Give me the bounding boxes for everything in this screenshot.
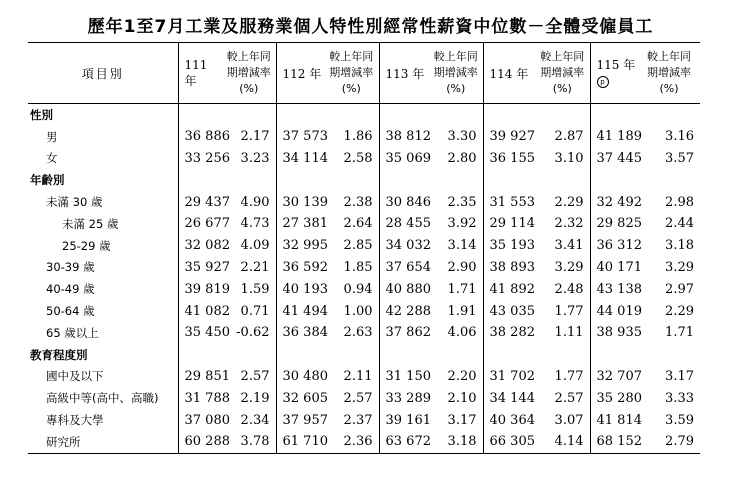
median-wage-cell: 36 592 bbox=[276, 257, 324, 279]
change-rate-cell: 2.63 bbox=[343, 325, 373, 341]
change-rate-cell: 2.57 bbox=[554, 390, 584, 406]
table-row bbox=[28, 213, 700, 235]
median-wage-cell: 38 812 bbox=[379, 126, 429, 148]
table-row bbox=[28, 278, 700, 300]
median-wage-cell: 35 193 bbox=[483, 235, 535, 257]
change-rate-cell: 1.71 bbox=[665, 325, 694, 341]
change-rate-cell: 2.34 bbox=[240, 412, 270, 428]
change-rate-cell: 2.32 bbox=[554, 216, 584, 232]
header-change-line1: 較上年同 bbox=[226, 50, 271, 63]
header-change bbox=[222, 43, 276, 104]
change-rate-cell bbox=[222, 104, 276, 126]
median-wage-cell: 29 437 bbox=[178, 191, 222, 213]
median-wage-cell: 35 450 bbox=[178, 322, 222, 344]
row-label: 30-39 歲 bbox=[28, 257, 178, 279]
change-rate-cell: 2.79 bbox=[638, 431, 700, 453]
median-wage-cell bbox=[178, 104, 222, 126]
change-rate-cell: 2.98 bbox=[665, 194, 694, 210]
median-wage-cell: 41 892 bbox=[483, 278, 535, 300]
median-wage-cell: 33 256 bbox=[178, 148, 222, 170]
change-rate-cell: 3.33 bbox=[665, 390, 694, 406]
header-change-line2: 期增減率 bbox=[540, 66, 585, 79]
median-wage-cell: 29 114 bbox=[483, 213, 535, 235]
change-rate-cell: 4.06 bbox=[447, 325, 477, 341]
median-wage-cell: 40 364 bbox=[483, 409, 535, 431]
median-wage-cell: 35 280 bbox=[590, 387, 638, 409]
row-label: 女 bbox=[28, 148, 178, 170]
group-label: 性別 bbox=[28, 104, 178, 126]
median-wage-cell: 37 080 bbox=[178, 409, 222, 431]
median-wage-cell bbox=[379, 169, 429, 191]
change-rate-cell: 2.29 bbox=[665, 303, 694, 319]
row-label: 25-29 歲 bbox=[28, 235, 178, 257]
wage-table bbox=[28, 42, 700, 454]
wage-table-container bbox=[28, 42, 700, 454]
change-rate-cell: 2.97 bbox=[665, 281, 694, 297]
median-wage-cell: 32 082 bbox=[178, 235, 222, 257]
table-row bbox=[28, 387, 700, 409]
group-label: 教育程度別 bbox=[28, 344, 178, 366]
change-rate-cell: 1.71 bbox=[447, 281, 477, 297]
change-rate-cell: 2.87 bbox=[554, 129, 584, 145]
median-wage-cell: 43 138 bbox=[590, 278, 638, 300]
header-change-line3: (%) bbox=[239, 82, 259, 95]
median-wage-cell: 31 553 bbox=[483, 191, 535, 213]
median-wage-cell: 60 288 bbox=[178, 431, 222, 453]
header-year-113: 113 年 bbox=[379, 43, 429, 104]
change-rate-cell: 3.57 bbox=[665, 150, 694, 166]
median-wage-cell: 41 814 bbox=[590, 409, 638, 431]
header-change-line3: (%) bbox=[446, 82, 466, 95]
table-row bbox=[28, 148, 700, 170]
median-wage-cell: 36 384 bbox=[276, 322, 324, 344]
median-wage-cell: 29 825 bbox=[590, 213, 638, 235]
change-rate-cell: 1.77 bbox=[554, 368, 584, 384]
median-wage-cell: 39 161 bbox=[379, 409, 429, 431]
change-rate-cell: 2.36 bbox=[324, 431, 379, 453]
change-rate-cell: 1.77 bbox=[554, 303, 584, 319]
header-year-115-label: 115 年 bbox=[596, 58, 636, 72]
page-title: 歷年1至7月工業及服務業個人特性別經常性薪資中位數－全體受僱員工 bbox=[87, 17, 654, 37]
header-change-line3: (%) bbox=[659, 82, 679, 95]
change-rate-cell: 3.92 bbox=[447, 216, 477, 232]
header-year-114: 114 年 bbox=[483, 43, 535, 104]
header-change-line2: 期增減率 bbox=[329, 66, 374, 79]
change-rate-cell: 3.78 bbox=[222, 431, 276, 453]
change-rate-cell: 3.29 bbox=[554, 259, 584, 275]
median-wage-cell bbox=[483, 344, 535, 366]
change-rate-cell: 3.07 bbox=[554, 412, 584, 428]
change-rate-cell bbox=[324, 344, 379, 366]
median-wage-cell: 38 282 bbox=[483, 322, 535, 344]
row-label: 專科及大學 bbox=[28, 409, 178, 431]
median-wage-cell bbox=[483, 169, 535, 191]
header-change-line1: 較上年同 bbox=[329, 50, 374, 63]
table-row bbox=[28, 409, 700, 431]
change-rate-cell bbox=[638, 169, 700, 191]
change-rate-cell: 1.11 bbox=[554, 325, 584, 341]
median-wage-cell: 33 289 bbox=[379, 387, 429, 409]
median-wage-cell: 41 082 bbox=[178, 300, 222, 322]
change-rate-cell bbox=[535, 104, 590, 126]
header-change-line1: 較上年同 bbox=[647, 50, 691, 63]
median-wage-cell bbox=[590, 344, 638, 366]
change-rate-cell: 3.10 bbox=[554, 150, 584, 166]
median-wage-cell: 34 114 bbox=[276, 148, 324, 170]
change-rate-cell: 1.00 bbox=[343, 303, 373, 319]
median-wage-cell: 32 605 bbox=[276, 387, 324, 409]
table-group-row bbox=[28, 104, 700, 126]
median-wage-cell: 26 677 bbox=[178, 213, 222, 235]
header-change-line2: 期增減率 bbox=[647, 66, 691, 79]
change-rate-cell bbox=[638, 344, 700, 366]
median-wage-cell: 32 492 bbox=[590, 191, 638, 213]
change-rate-cell: -0.62 bbox=[236, 325, 270, 341]
header-year-111: 111 年 bbox=[178, 43, 222, 104]
row-label: 國中及以下 bbox=[28, 366, 178, 388]
header-change-line2: 期增減率 bbox=[433, 66, 478, 79]
median-wage-cell bbox=[276, 169, 324, 191]
table-row bbox=[28, 366, 700, 388]
change-rate-cell bbox=[638, 104, 700, 126]
median-wage-cell: 42 288 bbox=[379, 300, 429, 322]
median-wage-cell: 28 455 bbox=[379, 213, 429, 235]
median-wage-cell: 38 893 bbox=[483, 257, 535, 279]
change-rate-cell: 2.57 bbox=[240, 368, 270, 384]
median-wage-cell: 44 019 bbox=[590, 300, 638, 322]
change-rate-cell: 3.41 bbox=[554, 238, 584, 254]
change-rate-cell bbox=[429, 169, 483, 191]
header-year-112: 112 年 bbox=[276, 43, 324, 104]
median-wage-cell: 30 139 bbox=[276, 191, 324, 213]
change-rate-cell: 0.94 bbox=[343, 281, 373, 297]
table-row bbox=[28, 235, 700, 257]
row-label: 50-64 歲 bbox=[28, 300, 178, 322]
row-label: 男 bbox=[28, 126, 178, 148]
change-rate-cell: 3.30 bbox=[447, 129, 477, 145]
median-wage-cell: 29 851 bbox=[178, 366, 222, 388]
median-wage-cell: 40 880 bbox=[379, 278, 429, 300]
median-wage-cell: 36 886 bbox=[178, 126, 222, 148]
change-rate-cell: 2.19 bbox=[240, 390, 270, 406]
table-body bbox=[28, 104, 700, 454]
change-rate-cell: 0.71 bbox=[240, 303, 270, 319]
median-wage-cell: 35 927 bbox=[178, 257, 222, 279]
median-wage-cell: 30 480 bbox=[276, 366, 324, 388]
header-row bbox=[28, 43, 700, 104]
change-rate-cell bbox=[222, 169, 276, 191]
median-wage-cell: 39 927 bbox=[483, 126, 535, 148]
median-wage-cell: 41 189 bbox=[590, 126, 638, 148]
change-rate-cell: 3.17 bbox=[665, 368, 694, 384]
median-wage-cell bbox=[483, 104, 535, 126]
header-change-line2: 期增減率 bbox=[226, 66, 271, 79]
median-wage-cell: 32 707 bbox=[590, 366, 638, 388]
change-rate-cell: 2.20 bbox=[447, 368, 477, 384]
change-rate-cell: 2.48 bbox=[554, 281, 584, 297]
change-rate-cell: 3.59 bbox=[665, 412, 694, 428]
change-rate-cell: 1.91 bbox=[447, 303, 477, 319]
median-wage-cell: 37 654 bbox=[379, 257, 429, 279]
change-rate-cell bbox=[429, 344, 483, 366]
median-wage-cell: 27 381 bbox=[276, 213, 324, 235]
median-wage-cell: 34 032 bbox=[379, 235, 429, 257]
median-wage-cell bbox=[590, 104, 638, 126]
change-rate-cell: 4.73 bbox=[240, 216, 270, 232]
change-rate-cell: 2.64 bbox=[343, 216, 373, 232]
median-wage-cell: 43 035 bbox=[483, 300, 535, 322]
median-wage-cell: 31 788 bbox=[178, 387, 222, 409]
median-wage-cell: 61 710 bbox=[276, 431, 324, 453]
header-change-line3: (%) bbox=[552, 82, 572, 95]
change-rate-cell: 2.35 bbox=[447, 194, 477, 210]
row-label: 研究所 bbox=[28, 431, 178, 453]
median-wage-cell: 35 069 bbox=[379, 148, 429, 170]
row-label: 未滿 25 歲 bbox=[28, 213, 178, 235]
change-rate-cell: 3.23 bbox=[240, 150, 270, 166]
median-wage-cell: 32 995 bbox=[276, 235, 324, 257]
row-label: 65 歲以上 bbox=[28, 322, 178, 344]
row-label: 未滿 30 歲 bbox=[28, 191, 178, 213]
median-wage-cell: 38 935 bbox=[590, 322, 638, 344]
median-wage-cell: 37 957 bbox=[276, 409, 324, 431]
table-group-row bbox=[28, 169, 700, 191]
median-wage-cell bbox=[379, 104, 429, 126]
median-wage-cell: 40 193 bbox=[276, 278, 324, 300]
header-change bbox=[429, 43, 483, 104]
change-rate-cell: 2.38 bbox=[343, 194, 373, 210]
median-wage-cell bbox=[379, 344, 429, 366]
median-wage-cell: 31 702 bbox=[483, 366, 535, 388]
header-year-115 bbox=[590, 43, 638, 104]
group-label: 年齡別 bbox=[28, 169, 178, 191]
change-rate-cell: 1.86 bbox=[343, 129, 373, 145]
median-wage-cell bbox=[590, 169, 638, 191]
table-group-row bbox=[28, 344, 700, 366]
change-rate-cell: 2.80 bbox=[447, 150, 477, 166]
header-change-line1: 較上年同 bbox=[540, 50, 585, 63]
change-rate-cell: 2.11 bbox=[343, 368, 373, 384]
median-wage-cell: 40 171 bbox=[590, 257, 638, 279]
row-label: 高級中等(高中、高職) bbox=[28, 387, 178, 409]
header-change bbox=[535, 43, 590, 104]
change-rate-cell bbox=[324, 169, 379, 191]
change-rate-cell bbox=[429, 104, 483, 126]
row-label: 40-49 歲 bbox=[28, 278, 178, 300]
median-wage-cell: 66 305 bbox=[483, 431, 535, 453]
change-rate-cell: 2.29 bbox=[554, 194, 584, 210]
median-wage-cell: 37 862 bbox=[379, 322, 429, 344]
header-change bbox=[324, 43, 379, 104]
median-wage-cell bbox=[276, 344, 324, 366]
change-rate-cell: 3.18 bbox=[665, 238, 694, 254]
change-rate-cell bbox=[535, 344, 590, 366]
header-change-line1: 較上年同 bbox=[433, 50, 478, 63]
table-row bbox=[28, 300, 700, 322]
change-rate-cell: 2.10 bbox=[447, 390, 477, 406]
change-rate-cell: 2.17 bbox=[240, 129, 270, 145]
median-wage-cell: 36 155 bbox=[483, 148, 535, 170]
change-rate-cell: 4.09 bbox=[240, 238, 270, 254]
change-rate-cell: 2.37 bbox=[343, 412, 373, 428]
median-wage-cell: 39 819 bbox=[178, 278, 222, 300]
median-wage-cell: 36 312 bbox=[590, 235, 638, 257]
header-item: 項目別 bbox=[28, 43, 178, 104]
change-rate-cell: 3.14 bbox=[447, 238, 477, 254]
change-rate-cell: 2.58 bbox=[343, 150, 373, 166]
change-rate-cell: 2.44 bbox=[665, 216, 694, 232]
median-wage-cell: 37 445 bbox=[590, 148, 638, 170]
change-rate-cell bbox=[535, 169, 590, 191]
preliminary-mark: p bbox=[597, 76, 609, 88]
change-rate-cell: 3.18 bbox=[429, 431, 483, 453]
table-row bbox=[28, 322, 700, 344]
header-change-line3: (%) bbox=[341, 82, 361, 95]
change-rate-cell: 3.29 bbox=[665, 259, 694, 275]
table-row bbox=[28, 431, 700, 453]
change-rate-cell: 4.14 bbox=[535, 431, 590, 453]
median-wage-cell bbox=[178, 169, 222, 191]
header-change bbox=[638, 43, 700, 104]
change-rate-cell: 4.90 bbox=[240, 194, 270, 210]
median-wage-cell bbox=[178, 344, 222, 366]
median-wage-cell: 31 150 bbox=[379, 366, 429, 388]
median-wage-cell: 30 846 bbox=[379, 191, 429, 213]
table-row bbox=[28, 191, 700, 213]
change-rate-cell bbox=[222, 344, 276, 366]
median-wage-cell: 37 573 bbox=[276, 126, 324, 148]
change-rate-cell: 2.85 bbox=[343, 238, 373, 254]
median-wage-cell: 68 152 bbox=[590, 431, 638, 453]
change-rate-cell: 3.16 bbox=[665, 129, 694, 145]
change-rate-cell: 2.90 bbox=[447, 259, 477, 275]
change-rate-cell: 3.17 bbox=[447, 412, 477, 428]
median-wage-cell bbox=[276, 104, 324, 126]
table-row bbox=[28, 126, 700, 148]
median-wage-cell: 63 672 bbox=[379, 431, 429, 453]
table-row bbox=[28, 257, 700, 279]
change-rate-cell: 1.59 bbox=[240, 281, 270, 297]
median-wage-cell: 41 494 bbox=[276, 300, 324, 322]
change-rate-cell: 2.21 bbox=[240, 259, 270, 275]
change-rate-cell: 2.57 bbox=[343, 390, 373, 406]
median-wage-cell: 34 144 bbox=[483, 387, 535, 409]
change-rate-cell bbox=[324, 104, 379, 126]
change-rate-cell: 1.85 bbox=[343, 259, 373, 275]
